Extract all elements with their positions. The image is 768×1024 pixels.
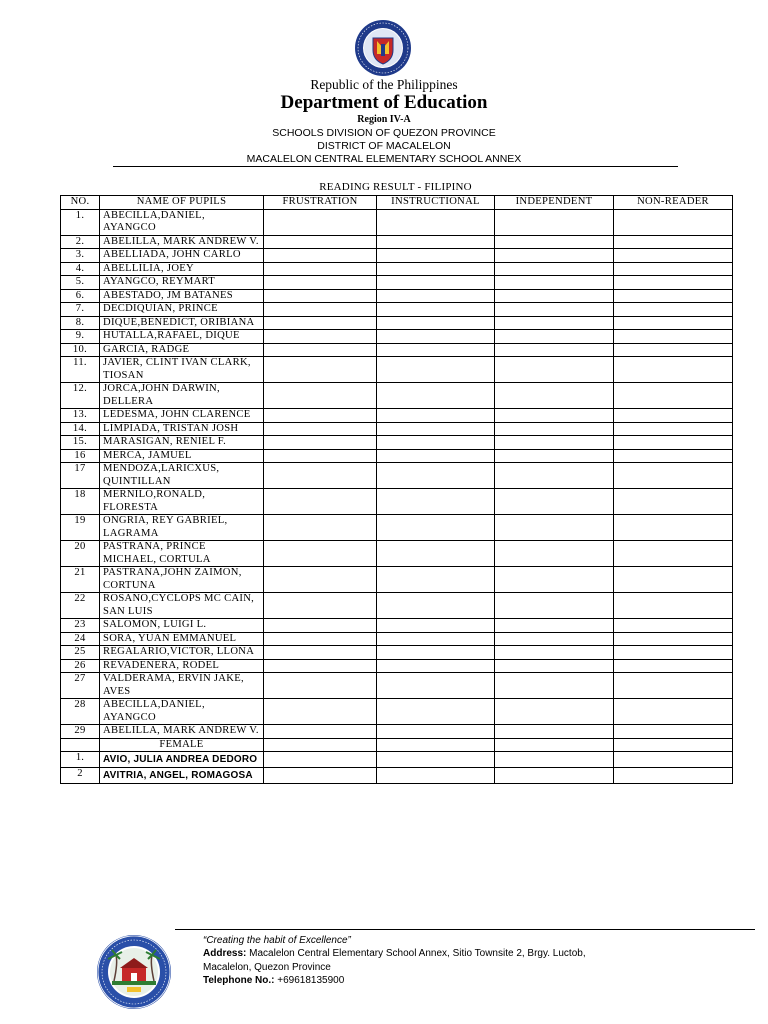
- independent-cell: [495, 422, 614, 436]
- independent-cell: [495, 303, 614, 317]
- non-reader-cell: [614, 316, 733, 330]
- independent-cell: [495, 541, 614, 567]
- table-row: [61, 209, 733, 235]
- independent-cell: [495, 316, 614, 330]
- non-reader-cell: [614, 632, 733, 646]
- instructional-cell: [377, 422, 495, 436]
- row-number: 15.: [61, 436, 100, 450]
- independent-cell: [495, 383, 614, 409]
- pupil-name: ROSANO,CYCLOPS MC CAIN, SAN LUIS: [100, 593, 264, 619]
- pupil-name: ABESTADO, JM BATANES: [100, 289, 264, 303]
- table-row: [61, 489, 733, 515]
- non-reader-cell: [614, 357, 733, 383]
- non-reader-cell: [614, 235, 733, 249]
- female-section-label: FEMALE: [100, 738, 264, 752]
- instructional-cell: [377, 262, 495, 276]
- pupil-name: AYANGCO, REYMART: [100, 276, 264, 290]
- row-number: 2.: [61, 235, 100, 249]
- non-reader-cell: [614, 673, 733, 699]
- pupil-name: LIMPIADA, TRISTAN JOSH: [100, 422, 264, 436]
- independent-cell: [495, 699, 614, 725]
- pupil-name: JORCA,JOHN DARWIN, DELLERA: [100, 383, 264, 409]
- row-number: 17: [61, 463, 100, 489]
- independent-cell: [495, 357, 614, 383]
- department-title: Department of Education: [280, 92, 488, 113]
- independent-cell: [495, 567, 614, 593]
- non-reader-cell: [614, 330, 733, 344]
- instructional-cell: [377, 768, 495, 784]
- frustration-cell: [264, 619, 377, 633]
- frustration-cell: [264, 235, 377, 249]
- non-reader-cell: [614, 303, 733, 317]
- instructional-cell: [377, 567, 495, 593]
- row-number: 2: [61, 768, 100, 784]
- table-row: [61, 316, 733, 330]
- frustration-cell: [264, 276, 377, 290]
- row-number: 3.: [61, 249, 100, 263]
- row-number: 14.: [61, 422, 100, 436]
- independent-cell: [495, 343, 614, 357]
- row-number: 20: [61, 541, 100, 567]
- non-reader-cell: [614, 422, 733, 436]
- independent-cell: [495, 436, 614, 450]
- pupil-name: ABELILLA, MARK ANDREW V.: [100, 235, 264, 249]
- pupil-name: VALDERAMA, ERVIN JAKE, AVES: [100, 673, 264, 699]
- frustration-cell: [264, 673, 377, 699]
- independent-cell: [495, 209, 614, 235]
- frustration-cell: [264, 567, 377, 593]
- pupil-name: ABECILLA,DANIEL, AYANGCO: [100, 699, 264, 725]
- table-row: [61, 646, 733, 660]
- pupil-name: MENDOZA,LARICXUS, QUINTILLAN: [100, 463, 264, 489]
- address-text: Macalelon Central Elementary School Annex, Sitio Townsite 2, Brgy. Luctob,: [246, 948, 586, 960]
- column-header: FRUSTRATION: [264, 196, 377, 210]
- republic-label: Republic of the Philippines: [310, 77, 458, 92]
- table-row: [61, 567, 733, 593]
- instructional-cell: [377, 276, 495, 290]
- row-number: 8.: [61, 316, 100, 330]
- phone-label: Telephone No.:: [203, 974, 275, 986]
- table-row: [61, 632, 733, 646]
- pupil-name: ABELILLA, MARK ANDREW V.: [100, 725, 264, 739]
- independent-cell: [495, 489, 614, 515]
- independent-cell: [495, 276, 614, 290]
- table-row: [61, 303, 733, 317]
- address-line: [203, 947, 586, 960]
- non-reader-cell: [614, 619, 733, 633]
- table-row: [61, 330, 733, 344]
- address-line-2: Macalelon, Quezon Province: [203, 961, 331, 973]
- deped-seal-logo: [347, 18, 419, 78]
- independent-cell: [495, 632, 614, 646]
- non-reader-cell: [614, 289, 733, 303]
- table-row: [61, 262, 733, 276]
- frustration-cell: [264, 646, 377, 660]
- instructional-cell: [377, 409, 495, 423]
- table-row: [61, 768, 733, 784]
- row-number: 24: [61, 632, 100, 646]
- instructional-cell: [377, 646, 495, 660]
- instructional-cell: [377, 383, 495, 409]
- row-number: 28: [61, 699, 100, 725]
- table-row: [61, 725, 733, 739]
- independent-cell: [495, 768, 614, 784]
- non-reader-cell: [614, 515, 733, 541]
- pupil-name: ABECILLA,DANIEL, AYANGCO: [100, 209, 264, 235]
- frustration-cell: [264, 725, 377, 739]
- pupil-name: JAVIER, CLINT IVAN CLARK, TIOSAN: [100, 357, 264, 383]
- instructional-cell: [377, 357, 495, 383]
- non-reader-cell: [614, 659, 733, 673]
- frustration-cell: [264, 489, 377, 515]
- frustration-cell: [264, 422, 377, 436]
- pupil-name: DIQUE,BENEDICT, ORIBIANA: [100, 316, 264, 330]
- row-number: 10.: [61, 343, 100, 357]
- school-seal-logo: [92, 933, 176, 1011]
- non-reader-cell: [614, 449, 733, 463]
- independent-cell: [495, 249, 614, 263]
- table-header-row: [61, 196, 733, 210]
- instructional-cell: [377, 303, 495, 317]
- phone-number: +69618135900: [274, 974, 345, 986]
- pupil-name: AVITRIA, ANGEL, ROMAGOSA: [100, 768, 264, 784]
- row-number: 12.: [61, 383, 100, 409]
- instructional-cell: [377, 659, 495, 673]
- frustration-cell: [264, 515, 377, 541]
- row-number: 4.: [61, 262, 100, 276]
- independent-cell: [495, 262, 614, 276]
- non-reader-cell: [614, 699, 733, 725]
- independent-cell: [495, 515, 614, 541]
- independent-cell: [495, 659, 614, 673]
- instructional-cell: [377, 725, 495, 739]
- independent-cell: [495, 409, 614, 423]
- non-reader-cell: [614, 262, 733, 276]
- phone-line: [203, 974, 586, 987]
- independent-cell: [495, 593, 614, 619]
- table-row: [61, 593, 733, 619]
- non-reader-cell: [614, 343, 733, 357]
- frustration-cell: [264, 768, 377, 784]
- non-reader-cell: [614, 541, 733, 567]
- pupil-name: ONGRIA, REY GABRIEL, LAGRAMA: [100, 515, 264, 541]
- row-number: 23: [61, 619, 100, 633]
- independent-cell: [495, 673, 614, 699]
- table-row: [61, 449, 733, 463]
- instructional-cell: [377, 449, 495, 463]
- non-reader-cell: [614, 752, 733, 768]
- table-row: [61, 235, 733, 249]
- instructional-cell: [377, 699, 495, 725]
- pupil-name: SORA, YUAN EMMANUEL: [100, 632, 264, 646]
- table-caption: READING RESULT - FILIPINO: [319, 181, 472, 193]
- instructional-cell: [377, 515, 495, 541]
- row-number: 26: [61, 659, 100, 673]
- pupil-name: MERCA, JAMUEL: [100, 449, 264, 463]
- row-number: 18: [61, 489, 100, 515]
- frustration-cell: [264, 209, 377, 235]
- non-reader-cell: [614, 646, 733, 660]
- frustration-cell: [264, 409, 377, 423]
- pupil-name: MERNILO,RONALD, FLORESTA: [100, 489, 264, 515]
- instructional-cell: [377, 316, 495, 330]
- independent-cell: [495, 752, 614, 768]
- row-number: 25: [61, 646, 100, 660]
- school-label: MACALELON CENTRAL ELEMENTARY SCHOOL ANNEX: [246, 153, 522, 165]
- frustration-cell: [264, 699, 377, 725]
- blank-cell: [61, 738, 100, 752]
- non-reader-cell: [614, 463, 733, 489]
- frustration-cell: [264, 436, 377, 450]
- pupil-name: REVADENERA, RODEL: [100, 659, 264, 673]
- row-number: 19: [61, 515, 100, 541]
- non-reader-cell: [614, 725, 733, 739]
- independent-cell: [495, 619, 614, 633]
- table-row: [61, 422, 733, 436]
- column-header: INSTRUCTIONAL: [377, 196, 495, 210]
- row-number: 29: [61, 725, 100, 739]
- frustration-cell: [264, 303, 377, 317]
- frustration-cell: [264, 463, 377, 489]
- table-row: [61, 357, 733, 383]
- table-row: [61, 383, 733, 409]
- instructional-cell: [377, 463, 495, 489]
- instructional-cell: [377, 489, 495, 515]
- frustration-cell: [264, 659, 377, 673]
- frustration-cell: [264, 541, 377, 567]
- non-reader-cell: [614, 276, 733, 290]
- table-row: [61, 409, 733, 423]
- table-row: [61, 659, 733, 673]
- pupil-name: ABELLIADA, JOHN CARLO: [100, 249, 264, 263]
- pupil-name: AVIO, JULIA ANDREA DEDORO: [100, 752, 264, 768]
- row-number: 27: [61, 673, 100, 699]
- frustration-cell: [264, 449, 377, 463]
- non-reader-cell: [614, 409, 733, 423]
- address-label: Address:: [203, 948, 247, 960]
- footer-divider: [175, 929, 755, 930]
- pupil-name: PASTRANA, PRINCE MICHAEL, CORTULA: [100, 541, 264, 567]
- instructional-cell: [377, 343, 495, 357]
- non-reader-cell: [614, 249, 733, 263]
- instructional-cell: [377, 593, 495, 619]
- row-number: 1.: [61, 209, 100, 235]
- motto: “Creating the habit of Excellence”: [203, 935, 351, 946]
- instructional-cell: [377, 619, 495, 633]
- instructional-cell: [377, 209, 495, 235]
- instructional-cell: [377, 249, 495, 263]
- table-row: [61, 541, 733, 567]
- instructional-cell: [377, 752, 495, 768]
- row-number: 16: [61, 449, 100, 463]
- row-number: 9.: [61, 330, 100, 344]
- frustration-cell: [264, 752, 377, 768]
- column-header: NAME OF PUPILS: [100, 196, 264, 210]
- independent-cell: [495, 330, 614, 344]
- non-reader-cell: [614, 209, 733, 235]
- row-number: 11.: [61, 357, 100, 383]
- frustration-cell: [264, 289, 377, 303]
- pupil-name: GARCIA, RADGE: [100, 343, 264, 357]
- column-header: INDEPENDENT: [495, 196, 614, 210]
- independent-cell: [495, 289, 614, 303]
- instructional-cell: [377, 436, 495, 450]
- pupil-name: ABELLILIA, JOEY: [100, 262, 264, 276]
- instructional-cell: [377, 330, 495, 344]
- frustration-cell: [264, 632, 377, 646]
- table-row: [61, 515, 733, 541]
- row-number: 22: [61, 593, 100, 619]
- blank-cell: [264, 738, 377, 752]
- non-reader-cell: [614, 567, 733, 593]
- table-row: [61, 752, 733, 768]
- frustration-cell: [264, 249, 377, 263]
- table-row: [61, 463, 733, 489]
- frustration-cell: [264, 262, 377, 276]
- non-reader-cell: [614, 489, 733, 515]
- non-reader-cell: [614, 436, 733, 450]
- pupil-name: REGALARIO,VICTOR, LLONA: [100, 646, 264, 660]
- pupil-name: DECDIQUIAN, PRINCE: [100, 303, 264, 317]
- blank-cell: [495, 738, 614, 752]
- division-label: SCHOOLS DIVISION OF QUEZON PROVINCE: [272, 127, 496, 139]
- frustration-cell: [264, 593, 377, 619]
- row-number: 1.: [61, 752, 100, 768]
- independent-cell: [495, 235, 614, 249]
- pupil-name: PASTRANA,JOHN ZAIMON, CORTUNA: [100, 567, 264, 593]
- instructional-cell: [377, 673, 495, 699]
- table-row: [61, 699, 733, 725]
- non-reader-cell: [614, 593, 733, 619]
- blank-cell: [614, 738, 733, 752]
- row-number: 6.: [61, 289, 100, 303]
- non-reader-cell: [614, 383, 733, 409]
- table-row: [61, 276, 733, 290]
- non-reader-cell: [614, 768, 733, 784]
- instructional-cell: [377, 541, 495, 567]
- reading-result-table: [60, 195, 733, 784]
- independent-cell: [495, 463, 614, 489]
- frustration-cell: [264, 383, 377, 409]
- frustration-cell: [264, 330, 377, 344]
- region-label: Region IV-A: [357, 114, 411, 125]
- table-row: [61, 343, 733, 357]
- frustration-cell: [264, 316, 377, 330]
- table-row: [61, 619, 733, 633]
- table-row: [61, 289, 733, 303]
- pupil-name: SALOMON, LUIGI L.: [100, 619, 264, 633]
- frustration-cell: [264, 343, 377, 357]
- column-header: NO.: [61, 196, 100, 210]
- table-row: [61, 673, 733, 699]
- pupil-name: HUTALLA,RAFAEL, DIQUE: [100, 330, 264, 344]
- header-divider: [113, 166, 678, 167]
- row-number: 13.: [61, 409, 100, 423]
- district-label: DISTRICT OF MACALELON: [317, 140, 451, 152]
- blank-cell: [377, 738, 495, 752]
- row-number: 5.: [61, 276, 100, 290]
- instructional-cell: [377, 235, 495, 249]
- footer-contact: [203, 934, 586, 987]
- frustration-cell: [264, 357, 377, 383]
- female-section-row: [61, 738, 733, 752]
- column-header: NON-READER: [614, 196, 733, 210]
- independent-cell: [495, 646, 614, 660]
- row-number: 7.: [61, 303, 100, 317]
- independent-cell: [495, 449, 614, 463]
- instructional-cell: [377, 289, 495, 303]
- instructional-cell: [377, 632, 495, 646]
- pupil-name: LEDESMA, JOHN CLARENCE: [100, 409, 264, 423]
- row-number: 21: [61, 567, 100, 593]
- table-row: [61, 249, 733, 263]
- independent-cell: [495, 725, 614, 739]
- pupil-name: MARASIGAN, RENIEL F.: [100, 436, 264, 450]
- table-row: [61, 436, 733, 450]
